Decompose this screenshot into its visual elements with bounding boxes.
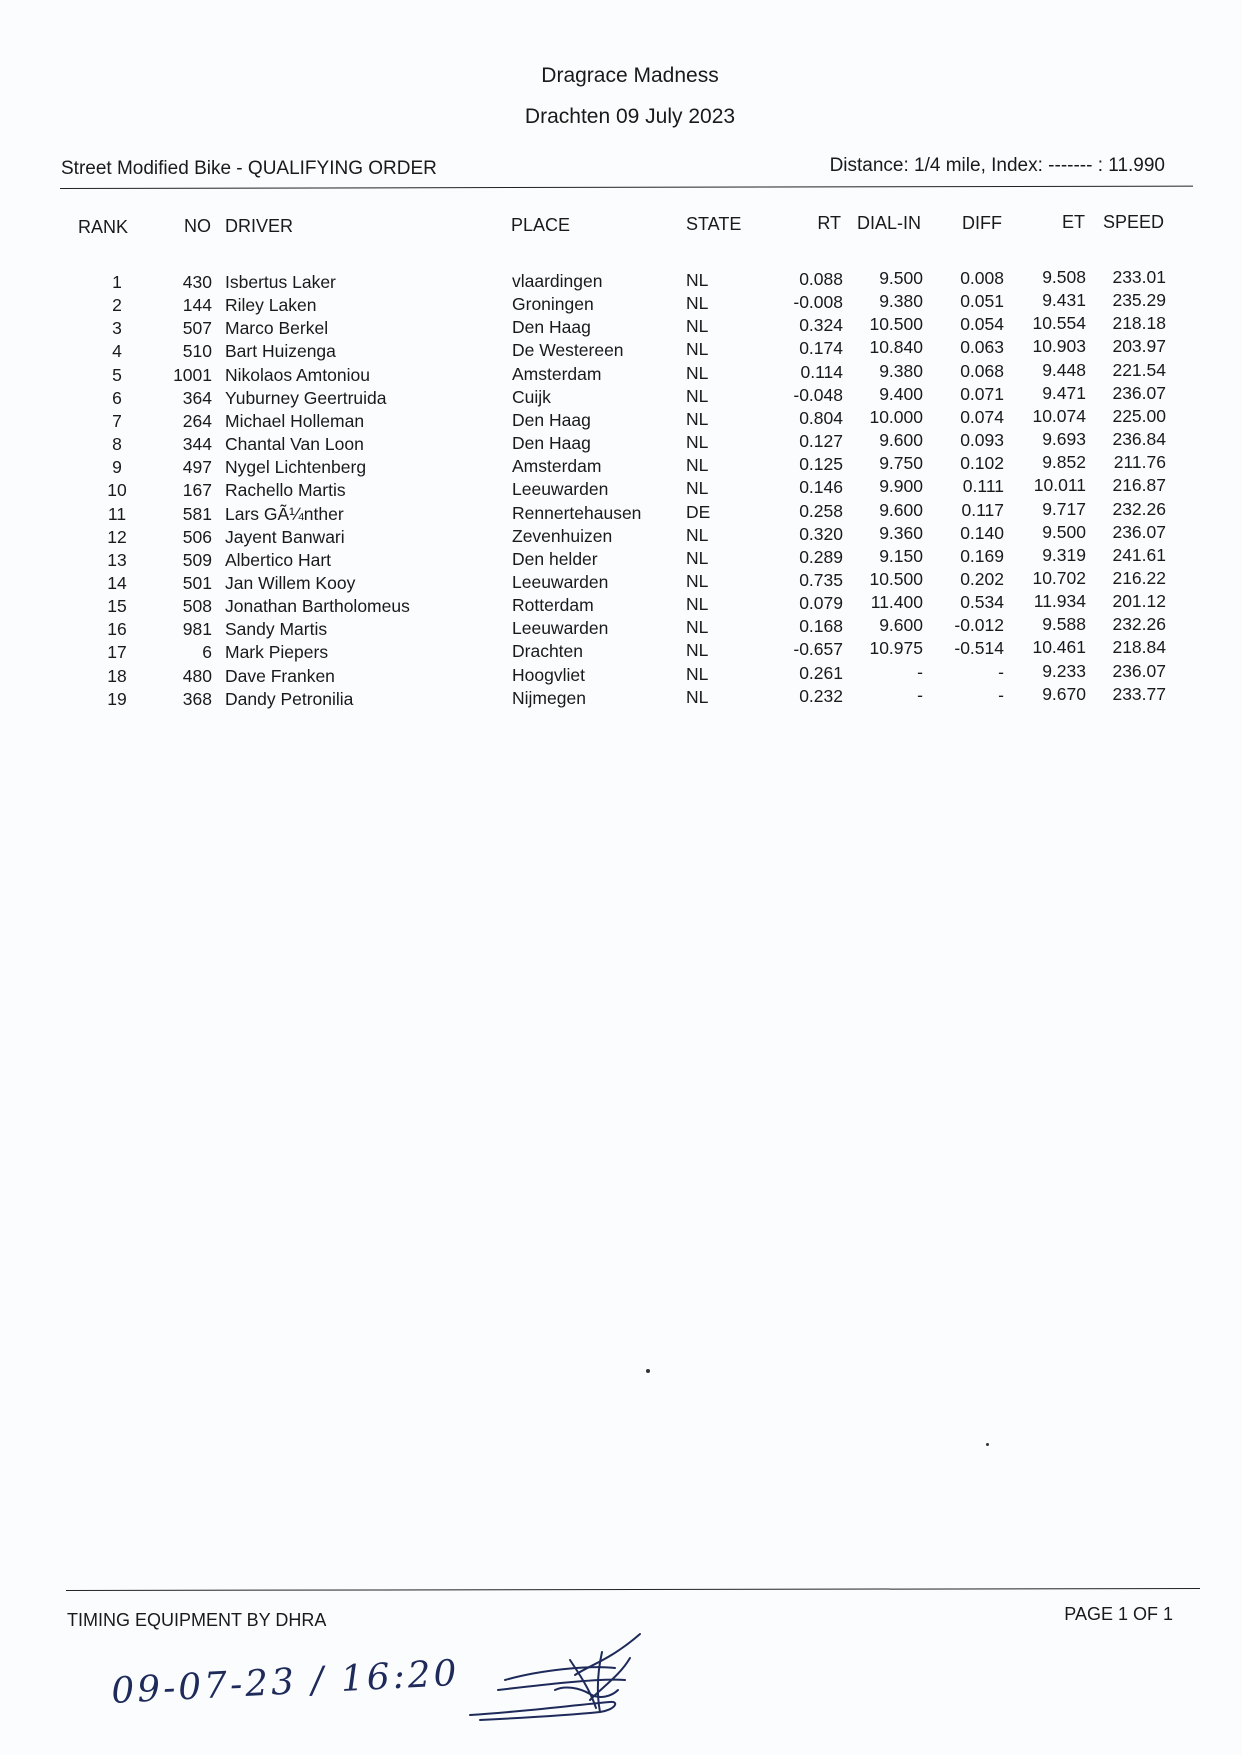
cell-diff: 0.051 — [960, 291, 1004, 312]
cell-speed: 225.00 — [1112, 405, 1166, 426]
cell-dial-in: 9.500 — [879, 268, 923, 288]
cell-et: 10.702 — [1032, 567, 1086, 588]
column-header-dial-in: DIAL-IN — [857, 213, 922, 233]
cell-rt: 0.261 — [799, 662, 843, 683]
cell-diff: 0.068 — [960, 360, 1004, 381]
cell-state: NL — [686, 455, 709, 476]
cell-speed: 211.76 — [1113, 452, 1166, 473]
cell-dial-in: 10.500 — [869, 568, 923, 589]
column-header-rank: RANK — [78, 217, 129, 237]
cell-rt: 0.232 — [799, 685, 843, 706]
event-location-date: Drachten 09 July 2023 — [524, 105, 736, 128]
cell-rt: 0.114 — [800, 361, 843, 382]
cell-state: DE — [686, 501, 711, 522]
cell-speed: 233.77 — [1112, 683, 1166, 704]
cell-driver: Mark Piepers — [225, 642, 329, 663]
cell-rank: 19 — [107, 688, 127, 709]
distance-index: Distance: 1/4 mile, Index: ------- : 11.990 — [829, 155, 1165, 176]
cell-state: NL — [686, 408, 709, 429]
cell-dial-in: 9.150 — [879, 545, 923, 566]
cell-place: Amsterdam — [512, 456, 602, 477]
cell-rank: 1 — [112, 272, 122, 292]
cell-rank: 9 — [112, 457, 122, 478]
cell-speed: 233.01 — [1112, 267, 1166, 287]
cell-place: Den helder — [512, 548, 598, 569]
cell-et: 9.431 — [1042, 290, 1086, 311]
cell-rt: 0.324 — [799, 315, 843, 336]
cell-place: Drachten — [512, 641, 584, 662]
cell-speed: 201.12 — [1112, 591, 1166, 612]
cell-rank: 16 — [107, 619, 127, 640]
cell-rt: 0.735 — [799, 569, 843, 590]
header-divider — [60, 186, 1193, 189]
cell-et: 9.670 — [1042, 683, 1086, 704]
cell-et: 9.471 — [1042, 382, 1086, 403]
handwritten-annotation — [0, 1630, 700, 1740]
cell-diff: 0.111 — [962, 476, 1004, 497]
cell-driver: Sandy Martis — [225, 619, 328, 640]
cell-rank: 4 — [112, 341, 122, 362]
cell-rt: 0.088 — [799, 269, 843, 289]
cell-rt: 0.258 — [799, 500, 843, 521]
cell-speed: 232.26 — [1112, 498, 1166, 519]
cell-dial-in: 10.500 — [869, 314, 923, 335]
cell-no: 1001 — [173, 364, 212, 385]
cell-driver: Dandy Petronilia — [225, 688, 354, 709]
cell-no: 497 — [182, 457, 212, 478]
cell-speed: 221.54 — [1112, 359, 1166, 380]
cell-speed: 232.26 — [1112, 614, 1166, 635]
cell-dial-in: 9.600 — [879, 615, 923, 636]
cell-no: 581 — [182, 503, 212, 524]
cell-state: NL — [686, 617, 709, 638]
cell-et: 9.508 — [1042, 267, 1086, 287]
signature-icon — [470, 1634, 640, 1720]
cell-place: Rennertehausen — [512, 502, 642, 523]
cell-et: 10.074 — [1032, 405, 1086, 426]
cell-dial-in: 9.750 — [879, 453, 923, 474]
column-header-no: NO — [184, 216, 211, 236]
cell-state: NL — [686, 640, 709, 661]
cell-et: 9.693 — [1042, 429, 1086, 450]
page-number: PAGE 1 OF 1 — [1064, 1604, 1173, 1624]
cell-diff: - — [998, 661, 1004, 682]
cell-diff: -0.514 — [954, 638, 1004, 659]
cell-diff: 0.063 — [960, 337, 1004, 358]
event-title: Dragrace Madness — [541, 64, 719, 87]
cell-diff: 0.071 — [960, 383, 1004, 404]
cell-place: Den Haag — [512, 317, 591, 338]
cell-driver: Jayent Banwari — [225, 526, 345, 547]
cell-et: 9.717 — [1042, 498, 1086, 519]
cell-speed: 236.07 — [1112, 382, 1166, 403]
cell-et: 9.319 — [1042, 544, 1086, 565]
cell-diff: 0.054 — [960, 314, 1004, 335]
cell-speed: 203.97 — [1112, 336, 1166, 357]
column-header-speed: SPEED — [1103, 212, 1165, 232]
cell-et: 11.934 — [1033, 591, 1086, 612]
cell-diff: 0.117 — [961, 499, 1004, 520]
cell-rank: 12 — [107, 526, 127, 547]
cell-no: 344 — [182, 434, 212, 455]
cell-rt: 0.146 — [799, 477, 843, 498]
handwritten-datetime: 09-07-23 / 16:20 — [110, 1652, 461, 1712]
cell-et: 9.852 — [1042, 452, 1086, 473]
cell-speed: 235.29 — [1112, 290, 1166, 311]
cell-place: Amsterdam — [512, 363, 602, 384]
cell-no: 167 — [182, 480, 212, 501]
cell-et: 9.233 — [1042, 660, 1086, 681]
cell-dial-in: - — [917, 661, 923, 682]
cell-state: NL — [686, 432, 709, 453]
cell-driver: Jan Willem Kooy — [225, 572, 356, 593]
cell-state: NL — [686, 270, 709, 290]
cell-driver: Michael Holleman — [225, 410, 365, 431]
cell-dial-in: 10.000 — [869, 406, 923, 427]
cell-et: 9.448 — [1042, 359, 1086, 380]
cell-place: De Westereen — [512, 340, 624, 361]
cell-place: Zevenhuizen — [512, 525, 613, 546]
cell-state: NL — [686, 385, 709, 406]
cell-state: NL — [686, 570, 709, 591]
cell-rank: 18 — [107, 665, 127, 686]
cell-place: Nijmegen — [512, 687, 586, 708]
cell-state: NL — [686, 362, 709, 383]
cell-rt: 0.289 — [799, 546, 843, 567]
cell-rank: 17 — [107, 642, 127, 663]
cell-et: 9.500 — [1042, 521, 1086, 542]
cell-place: Den Haag — [512, 433, 591, 454]
cell-dial-in: 11.400 — [870, 592, 923, 613]
cell-no: 509 — [182, 549, 212, 570]
column-header-driver: DRIVER — [225, 216, 294, 236]
column-header-place: PLACE — [511, 215, 571, 235]
cell-speed: 236.07 — [1112, 660, 1166, 681]
cell-speed: 241.61 — [1112, 544, 1166, 565]
cell-place: Leeuwarden — [512, 479, 609, 500]
cell-diff: -0.012 — [954, 615, 1004, 636]
cell-no: 368 — [182, 688, 212, 709]
cell-rt: 0.320 — [799, 523, 843, 544]
cell-driver: Albertico Hart — [225, 549, 332, 570]
cell-driver: Bart Huizenga — [225, 341, 336, 362]
cell-rank: 13 — [107, 549, 127, 570]
cell-driver: Nikolaos Amtoniou — [225, 364, 370, 385]
cell-state: NL — [686, 339, 709, 360]
cell-diff: 0.074 — [960, 406, 1004, 427]
cell-rt: 0.125 — [799, 454, 843, 475]
timing-credit: TIMING EQUIPMENT BY DHRA — [67, 1610, 327, 1630]
cell-diff: 0.140 — [960, 522, 1004, 543]
cell-driver: Dave Franken — [225, 665, 335, 686]
cell-speed: 236.84 — [1112, 429, 1166, 450]
cell-no: 6 — [202, 642, 212, 663]
cell-dial-in: 9.600 — [879, 430, 923, 451]
cell-rt: 0.804 — [799, 407, 843, 428]
cell-place: vlaardingen — [512, 271, 603, 291]
cell-state: NL — [686, 293, 709, 314]
cell-rank: 3 — [112, 318, 122, 339]
table-row — [0, 683, 1242, 712]
cell-et: 10.554 — [1032, 313, 1086, 334]
cell-no: 981 — [182, 619, 212, 640]
cell-no: 508 — [182, 596, 212, 617]
cell-state: NL — [686, 478, 709, 499]
cell-speed: 218.18 — [1112, 313, 1166, 334]
cell-rank: 6 — [112, 387, 122, 408]
cell-driver: Isbertus Laker — [225, 272, 336, 292]
cell-no: 264 — [182, 410, 212, 431]
cell-dial-in: - — [917, 684, 923, 705]
cell-rt: 0.174 — [799, 338, 843, 359]
cell-diff: 0.169 — [960, 545, 1004, 566]
column-header-rt: RT — [817, 213, 841, 233]
cell-state: NL — [686, 547, 709, 568]
cell-dial-in: 9.380 — [879, 360, 923, 381]
cell-place: Den Haag — [512, 409, 591, 430]
cell-rank: 5 — [112, 364, 122, 385]
scan-speck — [646, 1369, 650, 1373]
cell-driver: Rachello Martis — [225, 480, 346, 501]
cell-dial-in: 9.900 — [879, 476, 923, 497]
cell-driver: Chantal Van Loon — [225, 434, 364, 455]
cell-no: 501 — [182, 572, 212, 593]
cell-rank: 10 — [107, 480, 127, 501]
cell-diff: 0.093 — [960, 430, 1004, 451]
cell-driver: Yuburney Geertruida — [225, 387, 387, 408]
cell-state: NL — [686, 316, 709, 337]
cell-et: 10.011 — [1033, 475, 1086, 496]
cell-rt: -0.008 — [793, 292, 843, 313]
cell-rank: 11 — [107, 503, 127, 524]
footer-divider — [66, 1588, 1200, 1591]
cell-speed: 216.87 — [1112, 475, 1166, 496]
column-header-diff: DIFF — [962, 213, 1002, 233]
column-header-et: ET — [1061, 212, 1085, 232]
cell-dial-in: 10.975 — [869, 638, 923, 659]
cell-state: NL — [686, 686, 709, 707]
cell-no: 364 — [182, 387, 212, 408]
cell-et: 10.903 — [1032, 336, 1086, 357]
cell-place: Hoogvliet — [512, 664, 585, 685]
cell-speed: 218.84 — [1112, 637, 1166, 658]
cell-state: NL — [686, 594, 709, 615]
cell-rt: -0.657 — [793, 639, 843, 660]
cell-dial-in: 9.380 — [879, 291, 923, 312]
cell-place: Groningen — [512, 294, 594, 315]
cell-no: 430 — [182, 272, 212, 292]
cell-dial-in: 9.360 — [879, 522, 923, 543]
column-header-state: STATE — [686, 214, 742, 234]
cell-et: 9.588 — [1042, 614, 1086, 635]
cell-driver: Riley Laken — [225, 295, 317, 316]
cell-rank: 2 — [112, 295, 122, 316]
cell-state: NL — [686, 663, 709, 684]
cell-diff: 0.102 — [960, 453, 1004, 474]
cell-no: 506 — [182, 526, 212, 547]
cell-rt: 0.168 — [799, 616, 843, 637]
class-title: Street Modified Bike - QUALIFYING ORDER — [61, 158, 437, 179]
cell-rank: 15 — [107, 596, 127, 617]
cell-driver: Nygel Lichtenberg — [225, 457, 367, 478]
cell-dial-in: 9.600 — [879, 499, 923, 520]
cell-place: Rotterdam — [512, 595, 594, 616]
cell-no: 144 — [182, 295, 212, 316]
cell-state: NL — [686, 524, 709, 545]
cell-no: 507 — [182, 318, 212, 339]
cell-et: 10.461 — [1032, 637, 1086, 658]
scan-speck — [986, 1443, 989, 1446]
cell-no: 510 — [182, 341, 212, 362]
cell-place: Leeuwarden — [512, 571, 609, 592]
cell-place: Cuijk — [512, 386, 551, 407]
cell-diff: - — [998, 684, 1004, 705]
cell-no: 480 — [182, 665, 212, 686]
cell-speed: 216.22 — [1112, 567, 1166, 588]
cell-diff: 0.534 — [960, 592, 1004, 613]
cell-rt: 0.127 — [799, 431, 843, 452]
cell-diff: 0.008 — [960, 268, 1004, 288]
cell-rt: -0.048 — [793, 384, 843, 405]
cell-driver: Jonathan Bartholomeus — [225, 596, 410, 617]
cell-diff: 0.202 — [960, 568, 1004, 589]
cell-rank: 14 — [107, 572, 127, 593]
cell-driver: Lars GÃ¼nther — [225, 503, 344, 524]
cell-dial-in: 9.400 — [879, 383, 923, 404]
cell-rank: 7 — [112, 410, 122, 431]
cell-rt: 0.079 — [799, 593, 843, 614]
cell-place: Leeuwarden — [512, 618, 609, 639]
cell-driver: Marco Berkel — [225, 318, 329, 339]
cell-rank: 8 — [112, 434, 122, 455]
cell-speed: 236.07 — [1112, 521, 1166, 542]
cell-dial-in: 10.840 — [869, 337, 923, 358]
